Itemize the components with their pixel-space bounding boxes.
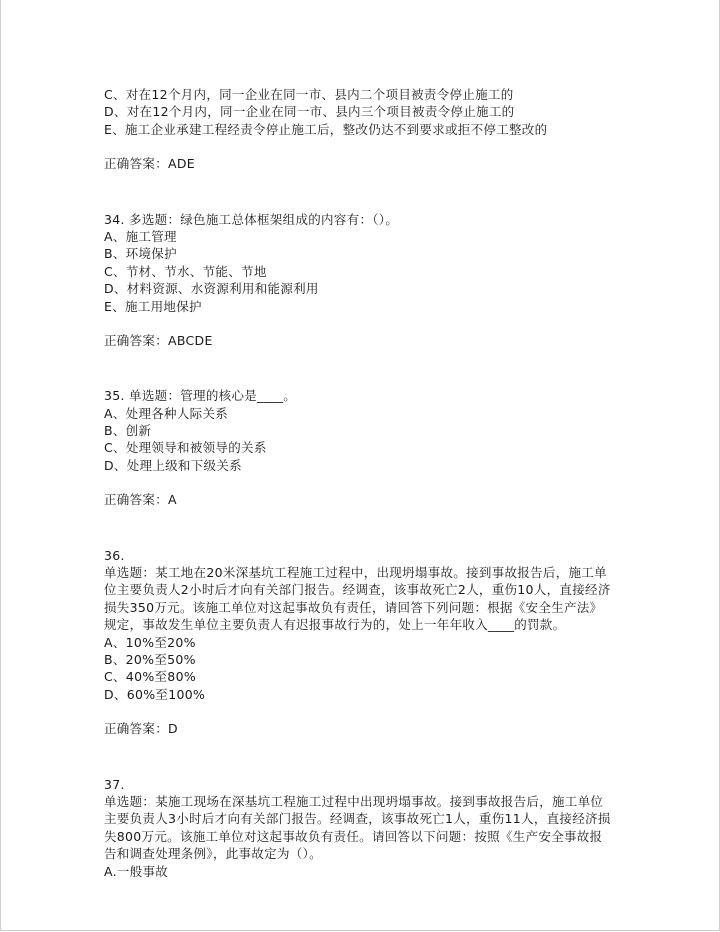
question-stem-line: 位主要负责人2小时后才向有关部门报告。经调查，该事故死亡2人，重伤10人，直接经济 (104, 582, 611, 598)
question-stem-line: 告和调查处理条例》，此事故定为（）。 (104, 846, 322, 862)
option-a: A、处理各种人际关系 (104, 405, 229, 421)
question-stem-line: 单选题：某施工现场在深基坑工程施工过程中出现坍塌事故。接到事故报告后，施工单位 (104, 793, 604, 809)
option-b: B、创新 (104, 423, 152, 439)
option-d: D、材料资源、水资源利用和能源利用 (104, 281, 319, 297)
question-stem: 34. 多选题：绿色施工总体框架组成的内容有：（）。 (104, 211, 399, 227)
answer-text: 正确答案：A (104, 492, 177, 508)
question-number: 36. (104, 547, 125, 563)
option-d: D、对在12个月内，同一企业在同一市、县内三个项目被责令停止施工的 (104, 104, 515, 120)
option-a: A、10%至20% (104, 634, 196, 650)
document-body (104, 86, 611, 880)
question-stem-line: 规定，事故发生单位主要负责人有迟报事故行为的，处上一年年收入____的罚款。 (104, 617, 566, 633)
option-b: B、20%至50% (104, 651, 196, 667)
question-36 (104, 547, 611, 738)
option-d: D、处理上级和下级关系 (104, 457, 242, 473)
option-e: E、施工企业承建工程经责令停止施工后，整改仍达不到要求或拒不停工整改的 (104, 121, 548, 137)
option-e: E、施工用地保护 (104, 298, 202, 314)
question-stem-line: 主要负责人3小时后才向有关部门报告。经调查，该事故死亡1人，重伤11人，直接经济损 (104, 811, 611, 827)
question-35 (104, 387, 604, 508)
answer-text: 正确答案：D (104, 721, 178, 737)
question-stem: 35. 单选题：管理的核心是____。 (104, 388, 297, 404)
question-stem-line: 损失350万元。该施工单位对这起事故负有责任，请回答下列问题：根据《安全生产法》 (104, 599, 603, 615)
option-c: C、40%至80% (104, 669, 196, 685)
question-37 (104, 776, 611, 880)
option-c: C、节材、节水、节能、节地 (104, 263, 267, 279)
question-34 (104, 211, 604, 350)
option-d: D、60%至100% (104, 686, 206, 702)
question-stem-line: 单选题：某工地在20米深基坑工程施工过程中，出现坍塌事故。接到事故报告后，施工单 (104, 565, 607, 581)
question-33-tail (104, 86, 604, 173)
option-c: C、处理领导和被领导的关系 (104, 440, 267, 456)
option-a: A、施工管理 (104, 228, 177, 244)
option-a: A.一般事故 (104, 863, 169, 879)
answer-text: 正确答案：ABCDE (104, 332, 213, 348)
option-b: B、环境保护 (104, 246, 177, 262)
question-number: 37. (104, 776, 125, 792)
option-c: C、对在12个月内，同一企业在同一市、县内二个项目被责令停止施工的 (104, 87, 514, 102)
answer-text: 正确答案：ADE (104, 156, 195, 172)
question-stem-line: 失800万元。该施工单位对这起事故负有责任。请回答以下问题：按照《生产安全事故报 (104, 828, 603, 844)
